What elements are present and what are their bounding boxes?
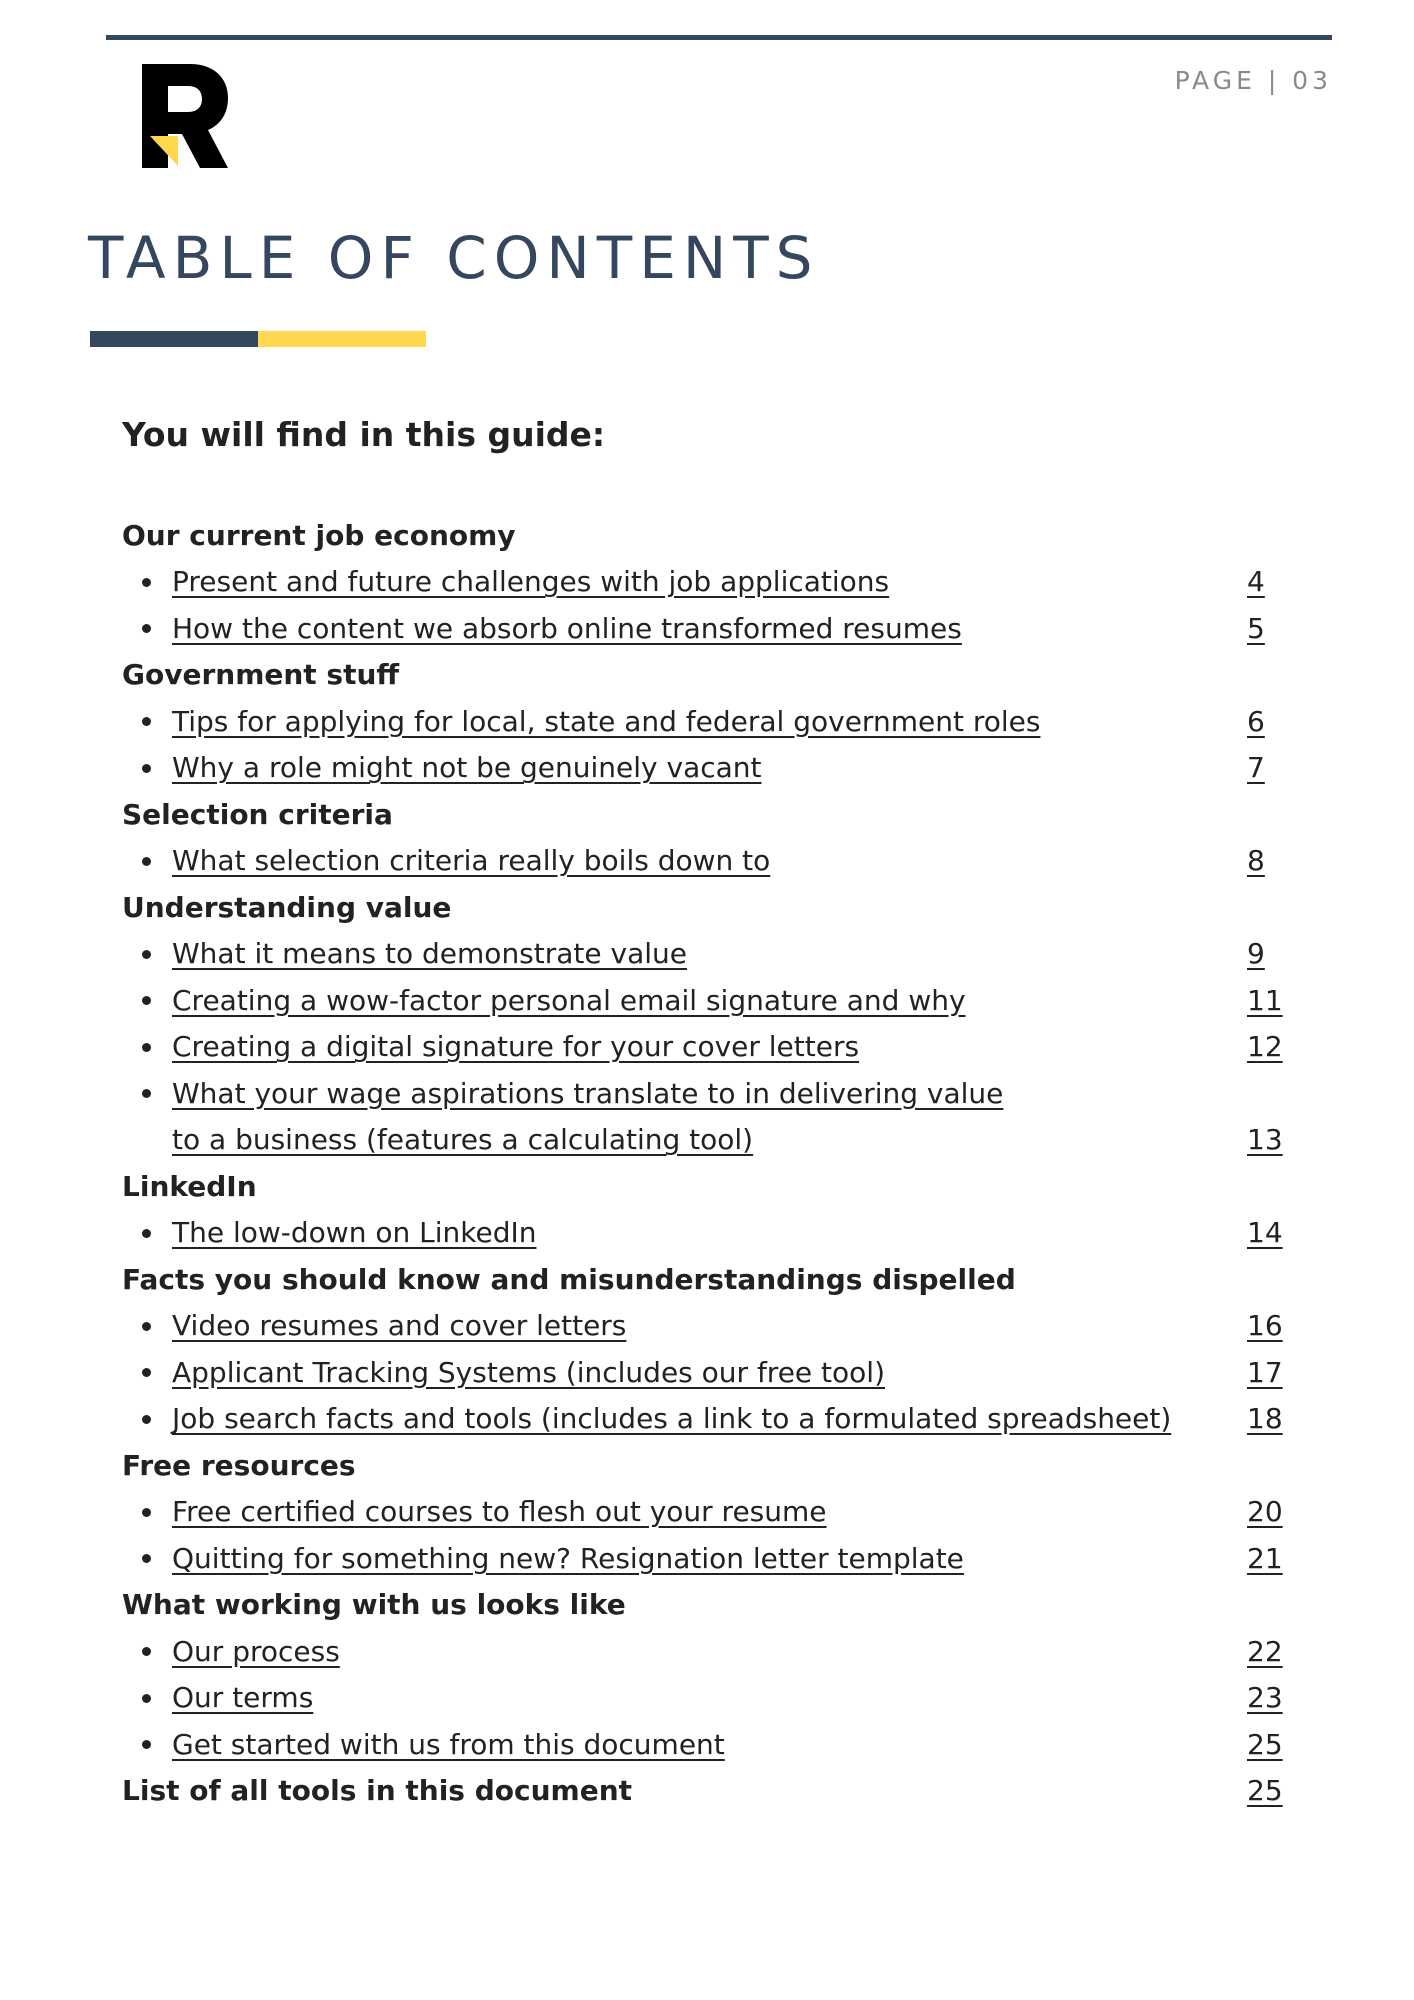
toc-item: [122, 1675, 1292, 1722]
toc-item-continuation: [122, 1117, 1292, 1164]
page-link[interactable]: 23: [1247, 1681, 1283, 1715]
toc-section-heading: [122, 1582, 1292, 1629]
toc-item-link[interactable]: Job search facts and tools (includes a link to a formulated spreadsheet): [172, 1402, 1172, 1436]
toc-item-link[interactable]: to a business (features a calculating tool): [172, 1123, 754, 1157]
toc-item: [122, 1396, 1292, 1443]
page-link[interactable]: 22: [1247, 1634, 1283, 1668]
toc-item-link[interactable]: Present and future challenges with job applications: [172, 565, 890, 599]
top-rule: [106, 35, 1332, 40]
bullet-icon: [142, 1043, 151, 1052]
section-heading-text: What working with us looks like: [122, 1588, 626, 1622]
toc-item-link[interactable]: Applicant Tracking Systems (includes our free tool): [172, 1355, 886, 1389]
page-link[interactable]: 7: [1247, 751, 1265, 785]
toc-item-link[interactable]: The low-down on LinkedIn: [172, 1216, 537, 1250]
toc-item-link[interactable]: How the content we absorb online transformed resumes: [172, 611, 962, 645]
toc-item-link[interactable]: Creating a digital signature for your cover letters: [172, 1030, 860, 1064]
toc-item-link[interactable]: Why a role might not be genuinely vacant: [172, 751, 762, 785]
toc-item-link[interactable]: Video resumes and cover letters: [172, 1309, 627, 1343]
toc-item: [122, 1024, 1292, 1071]
bullet-icon: [142, 578, 151, 587]
toc-item: [122, 1210, 1292, 1257]
toc-item-link[interactable]: Free certified courses to flesh out your resume: [172, 1495, 827, 1529]
section-heading-text: LinkedIn: [122, 1169, 257, 1203]
page-link[interactable]: 9: [1247, 937, 1265, 971]
toc-item: [122, 977, 1292, 1024]
page-link[interactable]: 25: [1247, 1727, 1283, 1761]
page-link[interactable]: 17: [1247, 1355, 1283, 1389]
toc-item-link[interactable]: Our terms: [172, 1681, 314, 1715]
toc-section-heading: [122, 1256, 1292, 1303]
page-number: PAGE | 03: [1174, 66, 1332, 95]
toc-item: [122, 605, 1292, 652]
bullet-icon: [142, 1415, 151, 1424]
section-heading-text: Selection criteria: [122, 797, 393, 831]
toc-section-heading: [122, 1442, 1292, 1489]
bullet-icon: [142, 1740, 151, 1749]
page-link[interactable]: 14: [1247, 1216, 1283, 1250]
page-link[interactable]: 18: [1247, 1402, 1283, 1436]
toc-item-link[interactable]: What it means to demonstrate value: [172, 937, 688, 971]
page-link[interactable]: 20: [1247, 1495, 1283, 1529]
page-link[interactable]: 4: [1247, 565, 1265, 599]
toc-item-link[interactable]: Tips for applying for local, state and federal government roles: [172, 704, 1041, 738]
bullet-icon: [142, 1322, 151, 1331]
page-link[interactable]: 25: [1247, 1774, 1283, 1808]
title-underline-yellow: [258, 331, 426, 347]
toc-item: [122, 1489, 1292, 1536]
bullet-icon: [142, 950, 151, 959]
toc-item-link[interactable]: What selection criteria really boils down to: [172, 844, 771, 878]
bullet-icon: [142, 764, 151, 773]
toc-section-heading: [122, 652, 1292, 699]
toc-item: [122, 1303, 1292, 1350]
toc-item: [122, 1628, 1292, 1675]
page-link[interactable]: 13: [1247, 1123, 1283, 1157]
toc-section-heading: [122, 1768, 1292, 1815]
bullet-icon: [142, 1229, 151, 1238]
toc-item-link[interactable]: Get started with us from this document: [172, 1727, 725, 1761]
toc-section-heading: [122, 791, 1292, 838]
bullet-icon: [142, 996, 151, 1005]
section-heading-text: Free resources: [122, 1448, 356, 1482]
table-of-contents: [122, 512, 1292, 1814]
toc-section-heading: [122, 1163, 1292, 1210]
page-link[interactable]: 11: [1247, 983, 1283, 1017]
toc-item-link[interactable]: Our process: [172, 1634, 340, 1668]
toc-item-link[interactable]: Creating a wow-factor personal email signature and why: [172, 983, 966, 1017]
toc-item-link[interactable]: What your wage aspirations translate to in delivering value: [172, 1076, 1004, 1110]
toc-item: [122, 1721, 1292, 1768]
page-link[interactable]: 16: [1247, 1309, 1283, 1343]
page-link[interactable]: 21: [1247, 1541, 1283, 1575]
bullet-icon: [142, 717, 151, 726]
page-link[interactable]: 6: [1247, 704, 1265, 738]
section-heading-text: Government stuff: [122, 658, 400, 692]
toc-item: [122, 1349, 1292, 1396]
toc-item: [122, 1070, 1292, 1117]
intro-heading: You will find in this guide:: [122, 415, 606, 454]
section-heading-text: Facts you should know and misunderstandings dispelled: [122, 1262, 1016, 1296]
page-link[interactable]: 5: [1247, 611, 1265, 645]
page-link[interactable]: 8: [1247, 844, 1265, 878]
toc-item: [122, 745, 1292, 792]
toc-item: [122, 698, 1292, 745]
r-logo-icon: [138, 64, 230, 170]
toc-item: [122, 559, 1292, 606]
page-title: TABLE OF CONTENTS: [88, 224, 820, 292]
page-link[interactable]: 12: [1247, 1030, 1283, 1064]
toc-item-link[interactable]: Quitting for something new? Resignation letter template: [172, 1541, 964, 1575]
section-heading-text: Understanding value: [122, 890, 452, 924]
title-underline-navy: [90, 331, 258, 347]
bullet-icon: [142, 1508, 151, 1517]
toc-item: [122, 838, 1292, 885]
bullet-icon: [142, 1554, 151, 1563]
toc-item: [122, 931, 1292, 978]
toc-section-heading: [122, 512, 1292, 559]
bullet-icon: [142, 1647, 151, 1656]
bullet-icon: [142, 624, 151, 633]
section-heading-text: Our current job economy: [122, 518, 516, 552]
toc-item: [122, 1535, 1292, 1582]
title-underline: [90, 331, 426, 347]
section-heading-text: List of all tools in this document: [122, 1774, 633, 1808]
bullet-icon: [142, 857, 151, 866]
bullet-icon: [142, 1368, 151, 1377]
toc-section-heading: [122, 884, 1292, 931]
bullet-icon: [142, 1089, 151, 1098]
bullet-icon: [142, 1694, 151, 1703]
